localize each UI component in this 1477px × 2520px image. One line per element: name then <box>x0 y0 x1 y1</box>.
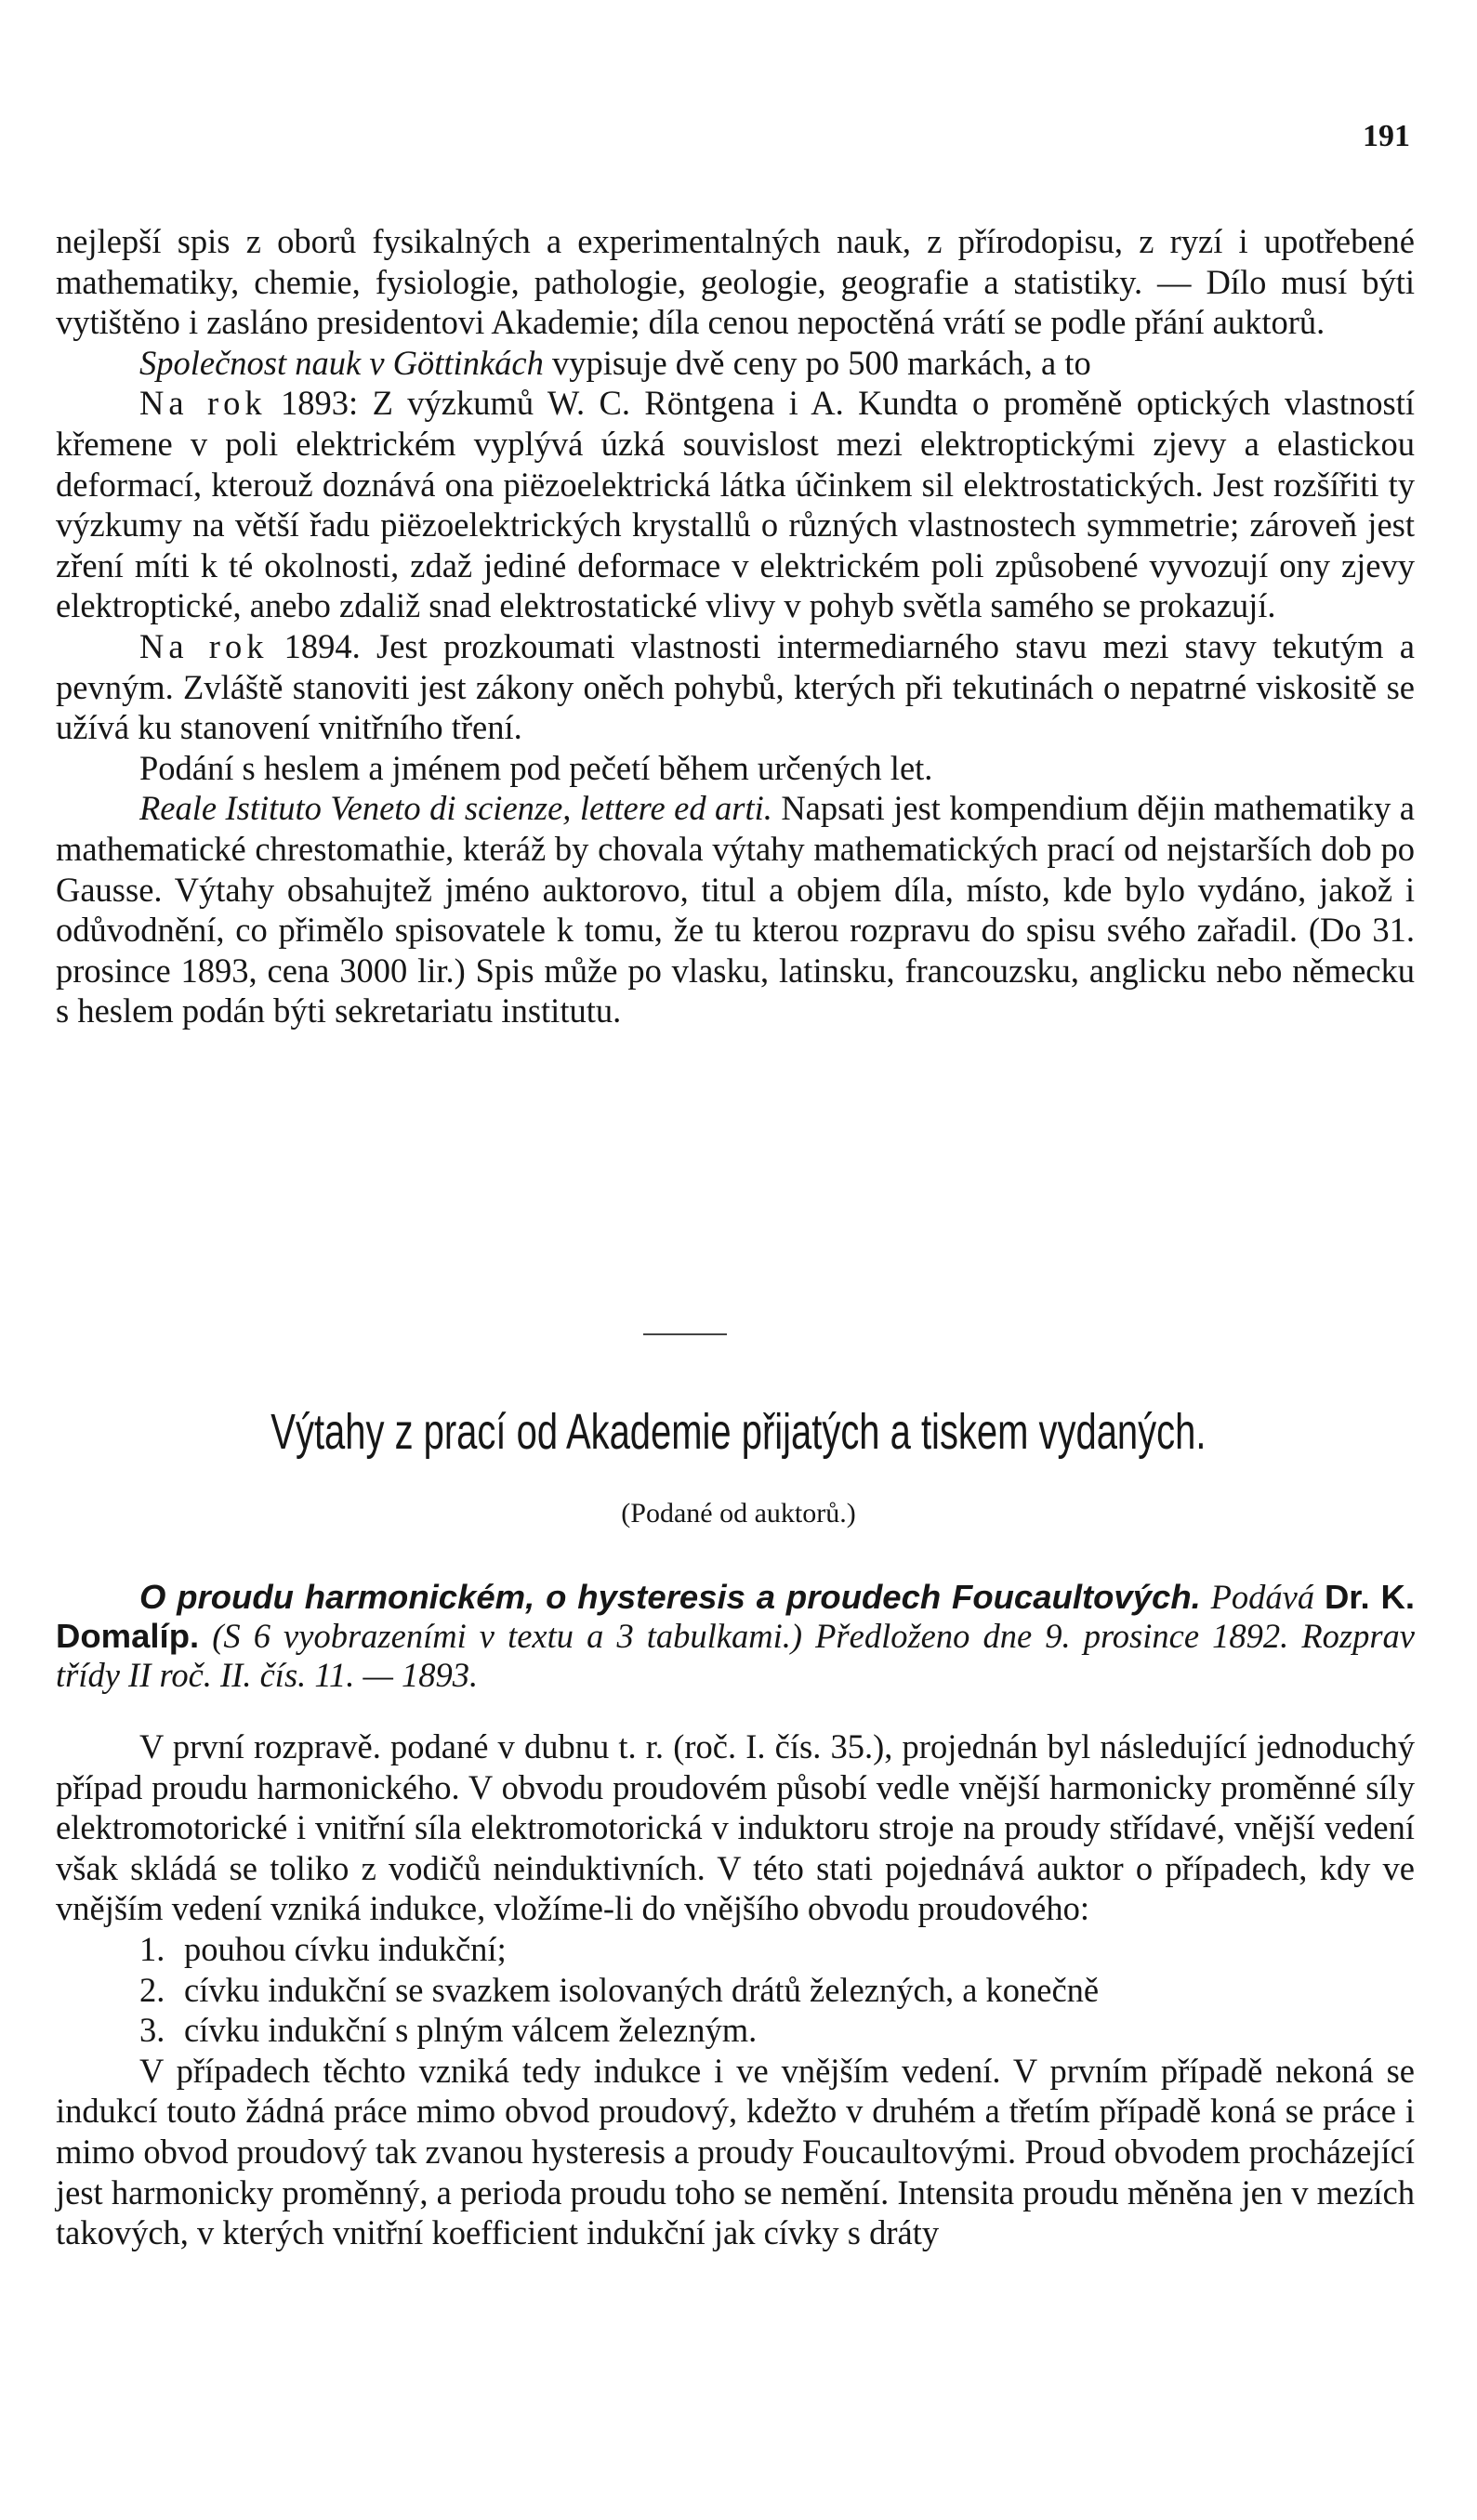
list-item <box>56 1970 1415 2011</box>
section-heading: Výtahy z prací od Akademie přijatých a tiskem vydaných. <box>270 1404 1207 1460</box>
article-block <box>56 1578 1415 2253</box>
article-author: Dr. K. Domalíp. <box>56 1578 1415 1655</box>
year-1894-text: 1894. Jest prozkoumati vlastnosti intermediarného stavu mezi stavy tekutým a pevným. Zvláště stanoviti jest zákony oněch pohybů, kterých při tekutinách o nepatrné viskositě se užívá ku stanovení vnitřního tření. <box>56 626 1415 747</box>
prize-announcements <box>56 221 1415 1031</box>
article-title: O proudu harmonickém, o hysteresis a proudech Foucaultových. <box>139 1578 1201 1616</box>
list-item <box>56 2010 1415 2051</box>
list-text: cívku indukční se svazkem isolovaných drátů železných, a konečně <box>184 1970 1100 2009</box>
page-number: 191 <box>1363 119 1410 153</box>
induction-list <box>56 1929 1415 2051</box>
list-number: 3. <box>139 2011 165 2050</box>
year-lead-1894: Na rok <box>139 626 269 665</box>
list-number: 1. <box>139 1929 165 1968</box>
paragraph-year-1893 <box>56 383 1415 626</box>
paragraph-year-1894 <box>56 626 1415 748</box>
paragraph-submission: Podání s heslem a jménem pod pečetí během určených let. <box>139 748 933 787</box>
year-1893-text: 1893: Z výzkumů W. C. Röntgena i A. Kundta o proměně optických vlastností křemene v poli elektrickém vyplývá úzká souvislost mezi elektroptickými zjevy a elastickou deformací, kterouž doznává ona piëzoelektrická látka účinkem sil elektrostatických. Jest rozšířiti ty výzkumy na větší řadu piëzoelektrických krystallů o různých vlastnostech symmetrie; zároveň jest zření míti k té okolnosti, zdaž jediné deformace v elektrickém poli způsobené vyvozují ony zjevy elektroptické, anebo zdaliž snad elektrostatické vlivy v pohyb světla samého se prokazují. <box>56 384 1415 625</box>
section-divider <box>643 1333 727 1335</box>
article-meta: (S 6 vyobrazeními v textu a 3 tabulkami.) Předloženo dne 9. prosince 1892. Rozprav třídy II roč. II. čís. 11. — 1893. <box>56 1617 1415 1694</box>
year-lead-1893: Na rok <box>139 384 267 423</box>
article-paragraph-2: V případech těchto vzniká tedy indukce i ve vnějším vedení. V prvním případě nekoná se indukcí touto žádná práce mimo obvod proudový, kdežto v druhém a třetím případě koná se práce i mimo obvod proudový tak zvanou hysteresis a proudy Foucaultovými. Proud obvodem procházející jest harmonicky proměnný, a perioda proudu toho se nemění. Intensita proudu měněna jen v mezích takových, v kterých vnitřní koefficient indukční jak cívky s dráty <box>56 2051 1415 2252</box>
list-text: cívku indukční s plným válcem železným. <box>184 2011 758 2050</box>
gottingen-text: vypisuje dvě ceny po 500 markách, a to <box>543 343 1091 382</box>
list-number: 2. <box>139 1970 165 2009</box>
paragraph-prize-intro: nejlepší spis z oborů fysikalných a experimentalných nauk, z přírodopisu, z ryzí i upotřebené mathematiky, chemie, fysiologie, pathologie, geologie, geografie a statistiky. — Dílo musí býti vytištěno i zasláno presidentovi Akademie; díla cenou nepoctěná vrátí se podle přání auktorů. <box>56 222 1415 342</box>
institute-name: Reale Istituto Veneto di scienze, lettere ed arti. <box>139 789 772 828</box>
paragraph-gottingen <box>56 343 1415 384</box>
article-header <box>56 1578 1415 1695</box>
venice-text: Napsati jest kompendium dějin mathematiky a mathematické chrestomathie, kteráž by chovala výtahy mathematických prací od nejstarších dob po Gausse. Výtahy obsahujtež jméno auktorovo, titul a objem díla, místo, kde bylo vydáno, jakož i odůvodnění, co přimělo spisovatele k tomu, že tu kterou rozpravu do spisu svého zařadil. (Do 31. prosince 1893, cena 3000 lir.) Spis může po vlasku, latinsku, francouzsku, anglicku nebo německu s heslem podán býti sekretariatu institutu. <box>56 789 1415 1030</box>
article-paragraph-1: V první rozpravě. podané v dubnu t. r. (roč. I. čís. 35.), projednán byl následující jednoduchý případ proudu harmonického. V obvodu proudovém působí vedle vnější harmonicky proměnné síly elektromotorické i vnitřní síla elektromotorická v induktoru stroje na proudy střídavé, vnější vedení však skládá se toliko z vodičů neinduktivních. V této stati pojednává auktor o případech, kdy ve vnějším vedení vzniká indukce, vložíme-li do vnějšího obvodu proudového: <box>56 1727 1415 1928</box>
section-subheading: (Podané od auktorů.) <box>621 1498 856 1529</box>
presented-by: Podává <box>1210 1578 1315 1616</box>
list-text: pouhou cívku indukční; <box>184 1929 507 1968</box>
list-item <box>56 1929 1415 1970</box>
paragraph-venice-institute <box>56 788 1415 1031</box>
society-name: Společnost nauk v Göttinkách <box>139 343 544 382</box>
